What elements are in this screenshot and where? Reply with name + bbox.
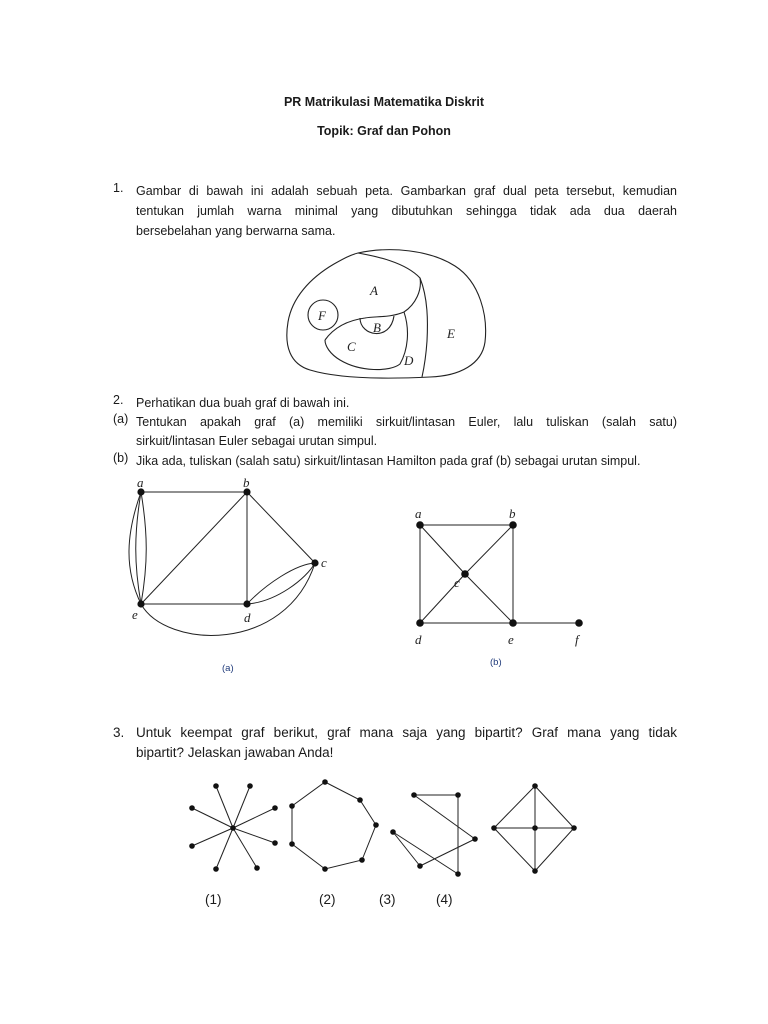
graph-a-caption: (a) [222,663,234,674]
graph-b-label-c: c [454,575,460,590]
q2-intro: Perhatikan dua buah graf di bawah ini. [136,396,350,410]
q3-line-2: bipartit? Jelaskan jawaban Anda! [136,745,334,760]
graph-b-label-a: a [415,506,422,521]
vertex-e [137,600,144,607]
map-label-c: C [347,339,356,354]
edge-a-c [420,525,465,574]
graph-b-label-d: d [415,632,422,647]
vertex-d [416,619,424,627]
q1-line-3: bersebelahan yang berwarna sama. [136,224,336,238]
edge-a-e-3 [129,492,141,604]
graph-a-label-a: a [137,475,144,490]
q3-graphs [180,776,590,880]
edge-b-e [141,492,247,604]
q3-label-3: (3) [379,892,396,907]
q3-number: 3. [113,725,125,740]
q1-line-2: tentukan jumlah warna minimal yang dibutuhkan sehingga tidak ada dua daerah [136,204,677,218]
q3-line-1: Untuk keempat graf berikut, graf mana saja yang bipartit? Graf mana yang tidak [136,725,677,740]
q2-number: 2. [113,393,124,407]
map-label-f: F [318,308,326,323]
map-label-a: A [370,283,378,298]
q2-b-marker: (b) [113,451,129,465]
edge-b-c [465,525,513,574]
edge-c-e [465,574,513,623]
q3-label-4: (4) [436,892,453,907]
vertex-f [575,619,583,627]
q2-b-line: Jika ada, tuliskan (salah satu) sirkuit/lintasan Hamilton pada graf (b) sebagai urutan simpul. [136,454,641,468]
vertex-c [311,559,318,566]
vertex-d [243,600,250,607]
page-subtitle: Topik: Graf dan Pohon [317,124,451,138]
q3-label-2: (2) [319,892,336,907]
map-outer-boundary [287,250,486,378]
graph-b [404,502,594,652]
edge-d-c-2 [247,563,315,604]
edge-d-c-1 [247,563,315,604]
graph-a-label-e: e [132,607,138,622]
graph-b-label-e: e [508,632,514,647]
graph-a-label-c: c [321,555,327,570]
map-figure [280,246,490,382]
map-border-d [420,278,427,377]
vertex-c [461,570,469,578]
graph-b-label-b: b [509,506,516,521]
vertex-b [509,521,517,529]
q3-graph-3 [390,792,478,877]
q1-number: 1. [113,181,124,195]
vertex-a [416,521,424,529]
q3-graph-2 [289,779,379,872]
edge-e-c [141,563,315,635]
vertex-e [509,619,517,627]
page-title: PR Matrikulasi Matematika Diskrit [283,95,485,109]
map-label-b: B [373,320,381,335]
q2-a-marker: (a) [113,412,129,426]
graph-b-label-f: f [575,632,579,647]
q2-a-line-1: Tentukan apakah graf (a) memiliki sirkuit/lintasan Euler, lalu tuliskan (salah satu) [136,415,677,429]
graph-b-caption: (b) [490,657,502,668]
map-label-e: E [447,326,455,341]
map-label-d: D [404,353,414,368]
q2-a-line-2: sirkuit/lintasan Euler sebagai urutan simpul. [136,434,378,448]
q3-graph-1 [189,783,278,872]
q1-line-1: Gambar di bawah ini adalah sebuah peta. Gambarkan graf dual peta tersebut, kemudian [136,184,677,198]
edge-b-c [247,492,315,563]
edge-a-e-2 [141,492,146,604]
edge-a-e-1 [136,492,141,604]
q3-graph-4 [491,783,577,874]
q3-label-1: (1) [205,892,222,907]
graph-a-label-b: b [243,475,250,490]
graph-a [126,474,336,659]
graph-a-label-d: d [244,610,251,625]
